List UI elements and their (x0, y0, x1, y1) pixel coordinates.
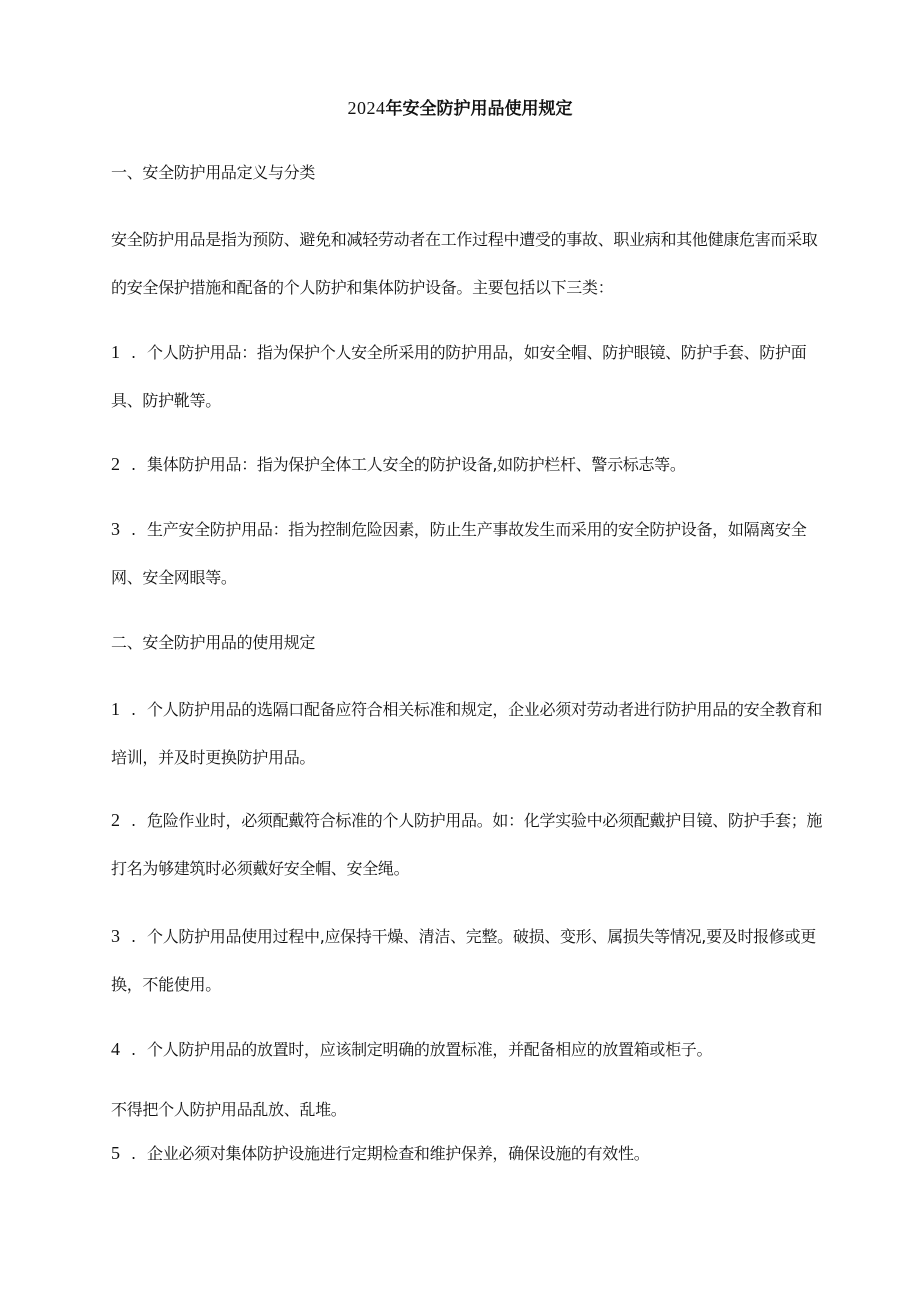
item-number: 5 (111, 1143, 120, 1163)
item-text: 个人防护用品使用过程中,应保持干燥、清洁、完整。破损、变形、属损失等情况,要及时报修或更换，不能使用。 (111, 927, 816, 994)
item-number: 3 (111, 519, 120, 539)
section1-item-2 (111, 440, 831, 489)
item-dot: . (131, 1040, 136, 1059)
item-number: 3 (111, 926, 120, 946)
section2-item-2 (111, 796, 831, 893)
item-dot: . (131, 1144, 136, 1163)
item-text: 企业必须对集体防护设施进行定期检查和维护保养，确保设施的有效性。 (147, 1144, 650, 1163)
section2-note: 不得把个人防护用品乱放、乱堆。 (111, 1100, 347, 1119)
section2-item-4 (111, 1025, 831, 1074)
item-number: 2 (111, 454, 120, 474)
item-dot: . (131, 343, 136, 362)
item-text: 集体防护用品：指为保护全体工人安全的防护设备,如防护栏杆、警示标志等。 (147, 455, 686, 474)
item-number: 1 (111, 342, 120, 362)
document-title (0, 96, 920, 121)
item-number: 2 (111, 810, 120, 830)
item-text: 个人防护用品：指为保护个人安全所采用的防护用品，如安全帽、防护眼镜、防护手套、防护面具、防护靴等。 (111, 343, 807, 410)
item-text: 个人防护用品的放置时，应该制定明确的放置标准，并配备相应的放置箱或柜子。 (147, 1040, 713, 1059)
section1-item-3 (111, 505, 831, 602)
item-text: 生产安全防护用品：指为控制危险因素，防止生产事故发生而采用的安全防护设备，如隔离安全网、安全网眼等。 (111, 520, 807, 587)
section2-item-3 (111, 912, 831, 1009)
title-text: 年安全防护用品使用规定 (385, 99, 573, 119)
item-number: 4 (111, 1039, 120, 1059)
item-dot: . (131, 811, 136, 830)
item-text: 危险作业时，必须配戴符合标准的个人防护用品。如：化学实验中必须配戴护目镜、防护手套；施打名为够建筑时必须戴好安全帽、安全绳。 (111, 811, 823, 878)
section1-item-1 (111, 328, 831, 425)
item-text: 个人防护用品的选隔口配备应符合相关标准和规定，企业必须对劳动者进行防护用品的安全教育和培训，并及时更换防护用品。 (111, 700, 823, 767)
section2-heading: 二、安全防护用品的使用规定 (111, 633, 316, 652)
item-dot: . (131, 520, 136, 539)
section1-intro: 安全防护用品是指为预防、避免和减轻劳动者在工作过程中遭受的事故、职业病和其他健康危害而采取的安全保护措施和配备的个人防护和集体防护设备。主要包括以下三类： (111, 230, 818, 297)
item-number: 1 (111, 699, 120, 719)
item-dot: . (131, 927, 136, 946)
title-year: 2024 (347, 98, 386, 118)
section2-item-5 (111, 1129, 831, 1178)
section1-heading: 一、安全防护用品定义与分类 (111, 163, 316, 182)
item-dot: . (131, 455, 136, 474)
section2-item-1 (111, 685, 831, 782)
item-dot: . (131, 700, 136, 719)
